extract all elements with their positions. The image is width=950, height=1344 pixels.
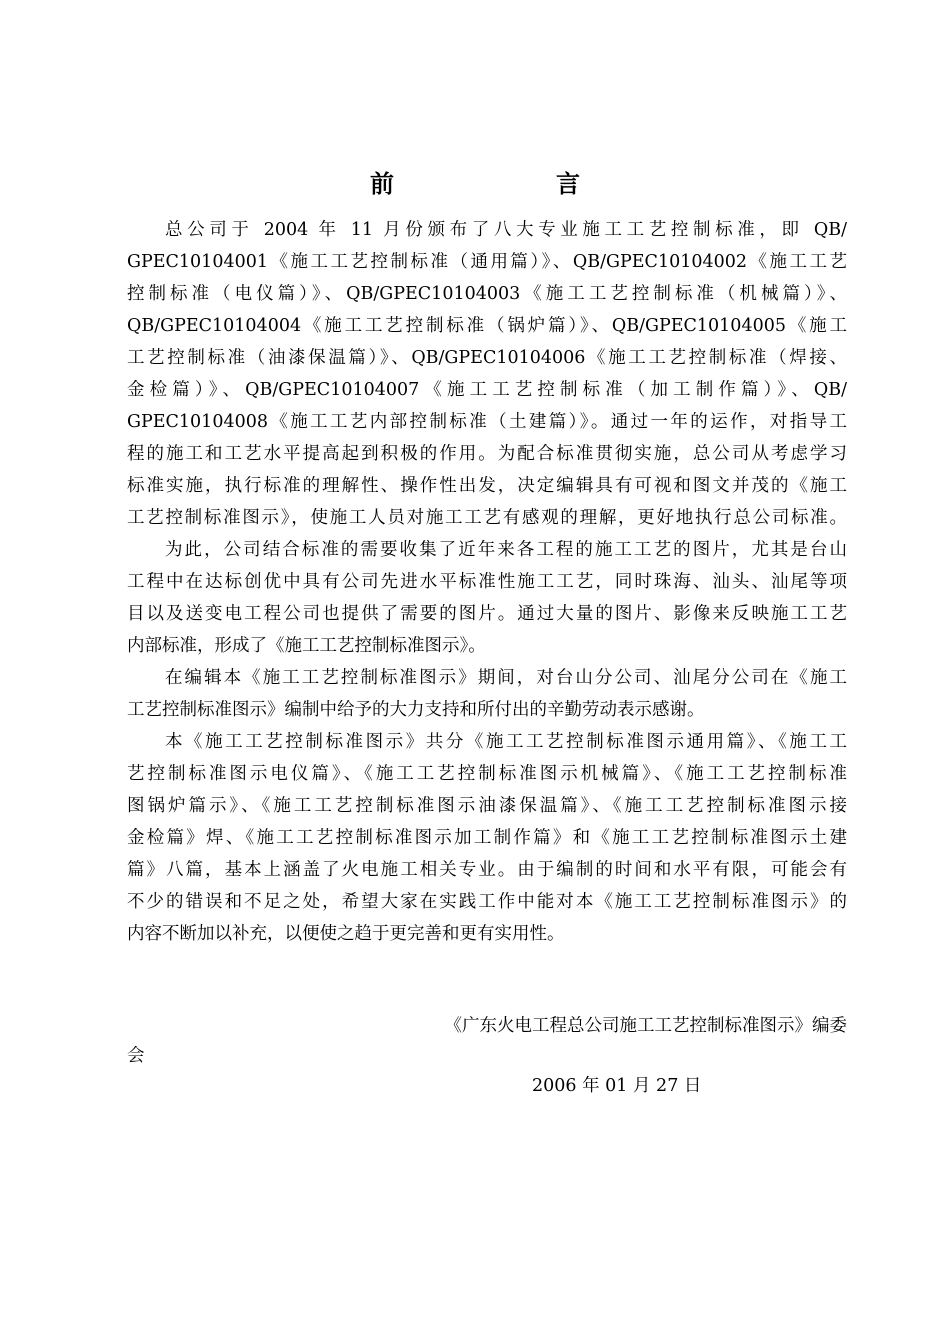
paragraph-line: 图锅炉篇示》、《施工工艺控制标准图示油漆保温篇》、《施工工艺控制标准图示接 — [127, 796, 847, 816]
paragraph-line: 控制标准（电仪篇）》、QB/GPEC10104003《施工工艺控制标准（机械篇）》、 — [127, 284, 847, 304]
paragraph-line: 标准实施，执行标准的理解性、操作性出发，决定编辑具有可视和图文并茂的《施工 — [127, 476, 847, 496]
paragraph-line: 工程中在达标创优中具有公司先进水平标准性施工工艺，同时珠海、汕头、汕尾等项 — [127, 572, 847, 592]
paragraph-line: QB/GPEC10104004《施工工艺控制标准（锅炉篇）》、QB/GPEC10104005《施工 — [127, 316, 847, 336]
paragraph-line: GPEC10104008《施工工艺内部控制标准（土建篇）》。通过一年的运作，对指导工 — [127, 412, 847, 432]
paragraph-line: 总公司于 2004 年 11 月份颁布了八大专业施工工艺控制标准，即 QB/ — [165, 220, 847, 240]
paragraph-line: 金检篇》焊、《施工工艺控制标准图示加工制作篇》和《施工工艺控制标准图示土建 — [127, 828, 847, 848]
signature-committee-continued: 会 — [127, 1046, 145, 1066]
paragraph-line: 工艺控制标准图示》，使施工人员对施工工艺有感观的理解，更好地执行总公司标准。 — [127, 508, 847, 528]
paragraph-line: 金检篇）》、QB/GPEC10104007《施工工艺控制标准（加工制作篇）》、QB/ — [127, 380, 847, 400]
paragraph-line: GPEC10104001《施工工艺控制标准（通用篇）》、QB/GPEC10104002《施工工艺 — [127, 252, 847, 272]
paragraph-line: 不少的错误和不足之处，希望大家在实践工作中能对本《施工工艺控制标准图示》的 — [127, 892, 847, 912]
paragraph-line: 在编辑本《施工工艺控制标准图示》期间，对台山分公司、汕尾分公司在《施工 — [165, 668, 847, 688]
signature-committee: 《广东火电工程总公司施工工艺控制标准图示》编委 — [444, 1016, 847, 1036]
paragraph-line: 工艺控制标准图示》编制中给予的大力支持和所付出的辛勤劳动表示感谢。 — [127, 700, 705, 720]
paragraph-line: 篇》八篇，基本上涵盖了火电施工相关专业。由于编制的时间和水平有限，可能会有 — [127, 860, 847, 880]
signature-date: 2006 年 01 月 27 日 — [532, 1076, 702, 1096]
paragraph-line: 内容不断加以补充，以便使之趋于更完善和更有实用性。 — [127, 924, 565, 944]
paragraph-line: 为此，公司结合标准的需要收集了近年来各工程的施工工艺的图片，尤其是台山 — [165, 540, 847, 560]
paragraph-line: 艺控制标准图示电仪篇》、《施工工艺控制标准图示机械篇》、《施工工艺控制标准 — [127, 764, 847, 784]
paragraph-line: 内部标准，形成了《施工工艺控制标准图示》。 — [127, 636, 486, 656]
paragraph-line: 工艺控制标准（油漆保温篇）》、QB/GPEC10104006《施工工艺控制标准（焊接、 — [127, 348, 847, 368]
paragraph-line: 本《施工工艺控制标准图示》共分《施工工艺控制标准图示通用篇》、《施工工 — [165, 732, 847, 752]
page-title: 前 言 — [370, 170, 618, 198]
paragraph-line: 目以及送变电工程公司也提供了需要的图片。通过大量的图片、影像来反映施工工艺 — [127, 604, 847, 624]
paragraph-line: 程的施工和工艺水平提高起到积极的作用。为配合标准贯彻实施，总公司从考虑学习 — [127, 444, 847, 464]
